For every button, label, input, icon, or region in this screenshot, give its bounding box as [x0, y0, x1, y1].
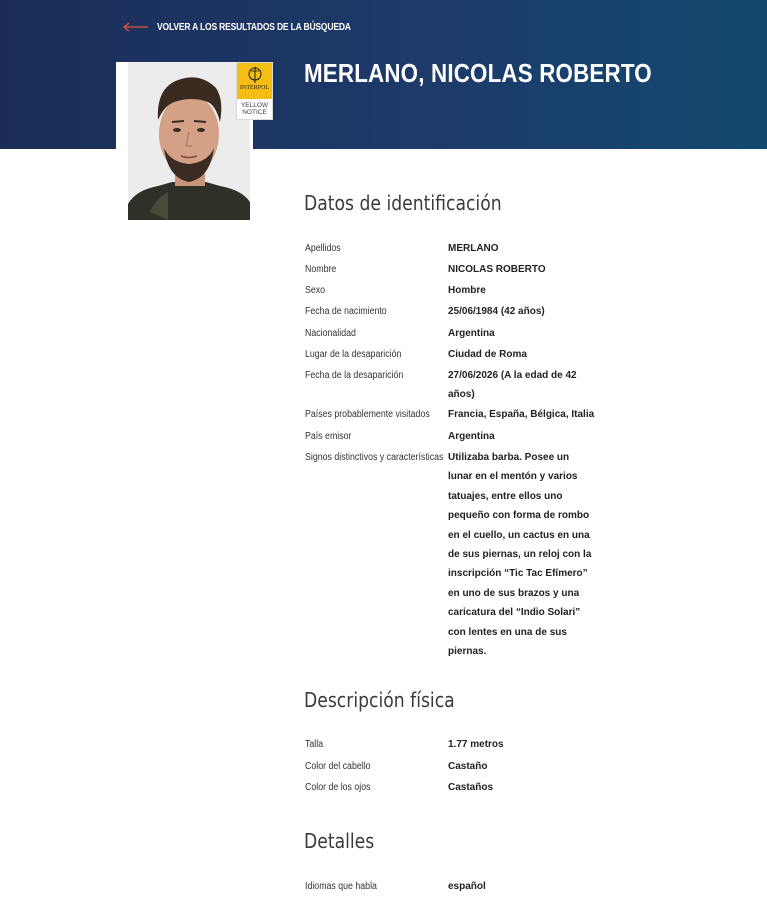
badge-label-line1: YELLOW	[240, 102, 269, 109]
back-to-results-link[interactable]	[123, 18, 385, 36]
arrow-left-icon	[123, 22, 149, 32]
row-value: 1.77 metros	[448, 739, 504, 750]
row-label: Color del cabello	[305, 761, 371, 772]
badge-notice-type	[241, 102, 268, 116]
row-value: Hombre	[448, 285, 486, 296]
row-value: MERLANO	[448, 243, 499, 254]
badge-label-line2: NOTICE	[242, 109, 267, 116]
interpol-logo	[237, 63, 272, 99]
badge-org-name: INTERPOL	[240, 85, 269, 91]
row-value: 25/06/1984 (42 años)	[448, 306, 545, 317]
row-value: español	[448, 881, 486, 892]
row-label: Fecha de la desaparición	[305, 370, 404, 381]
row-value: 27/06/2026 (A la edad de 42 años)	[448, 370, 577, 401]
subject-photo	[128, 62, 250, 220]
row-value: Castaño	[448, 761, 488, 772]
row-value: Utilizaba barba. Posee un lunar en el mentón y varios tatuajes, entre ellos uno pequeño con forma de rombo en el cuello, un cactus en una de sus piernas, un reloj con la inscripción “Tic Tac Efímero” en uno de sus brazos y una caricatura del “Indio Solari” con lentes en una de sus piernas.	[448, 452, 592, 658]
row-label: Nombre	[305, 264, 337, 275]
row-value: Argentina	[448, 328, 495, 339]
row-value: Ciudad de Roma	[448, 349, 527, 360]
row-label: Color de los ojos	[305, 782, 371, 793]
row-value: NICOLAS ROBERTO	[448, 264, 546, 275]
row-label: País emisor	[305, 431, 352, 442]
row-label: Apellidos	[305, 243, 341, 254]
section-title-identification: Datos de identificación	[304, 191, 502, 215]
row-label: Talla	[305, 739, 324, 750]
back-link-label: VOLVER A LOS RESULTADOS DE LA BÚSQUEDA	[157, 21, 351, 33]
row-label: Signos distinctivos y características	[305, 452, 444, 463]
row-label: Sexo	[305, 285, 326, 296]
row-value: Francia, España, Bélgica, Italia	[448, 409, 595, 420]
row-label: Fecha de nacimiento	[305, 306, 387, 317]
row-label: Idiomas que habla	[305, 881, 377, 892]
row-label: Lugar de la desaparición	[305, 349, 402, 360]
row-value: Castaños	[448, 782, 494, 793]
row-label: Nacionalidad	[305, 328, 356, 339]
row-value: Argentina	[448, 431, 495, 442]
section-title-physical: Descripción física	[304, 688, 455, 712]
page-title: MERLANO, NICOLAS ROBERTO	[304, 58, 652, 88]
interpol-emblem-icon	[247, 66, 263, 84]
interpol-yellow-notice-badge	[236, 62, 273, 120]
row-label: Países probablemente visitados	[305, 409, 430, 420]
subject-photo-frame	[116, 62, 253, 220]
section-title-details: Detalles	[304, 829, 375, 853]
